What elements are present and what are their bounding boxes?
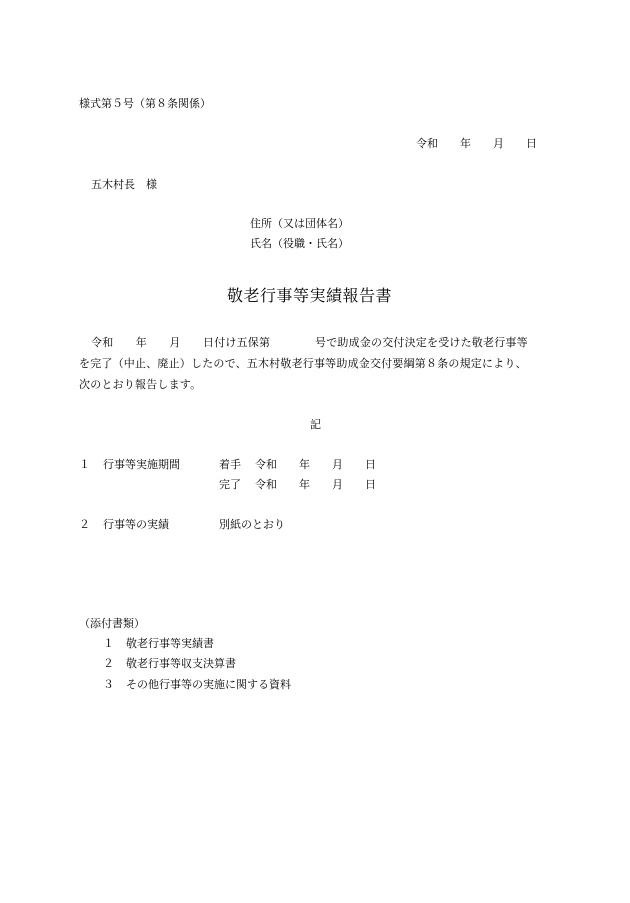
attachment-text: その他行事等の実施に関する資料 [126, 678, 291, 691]
addressee: 五木村長 様 [91, 178, 157, 191]
document-title: 敬老行事等実績報告書 [227, 286, 393, 305]
item-1-end-label: 完了 [219, 478, 241, 491]
body-line-1: 令和 年 月 日付け五保第 号で助成金の交付決定を受けた敬老行事等 [91, 336, 528, 349]
attachment-number: ３ [103, 678, 114, 691]
item-2-number: ２ [79, 518, 90, 531]
ki-heading: 記 [310, 418, 321, 431]
attachment-text: 敬老行事等収支決算書 [126, 657, 236, 670]
date-line: 令和 年 月 日 [416, 137, 537, 150]
item-1-end-date: 令和 年 月 日 [255, 478, 376, 491]
item-1-label: 行事等実施期間 [103, 458, 180, 471]
applicant-name-label: 氏名（役職・氏名） [250, 237, 349, 250]
attachments-heading: （添付書類） [79, 617, 145, 630]
body-line-2: を完了（中止、廃止）したので、五木村敬老行事等助成金交付要綱第８条の規定により、 [79, 357, 527, 370]
item-1-start-label: 着手 [219, 458, 241, 471]
form-number: 様式第５号（第８条関係） [79, 97, 211, 110]
body-line-3: 次のとおり報告します。 [79, 378, 202, 391]
attachment-text: 敬老行事等実績書 [126, 637, 214, 650]
item-2-value: 別紙のとおり [219, 518, 285, 531]
attachment-number: ２ [103, 657, 114, 670]
applicant-address-label: 住所（又は団体名） [250, 217, 349, 230]
attachment-number: １ [103, 637, 114, 650]
item-1-number: １ [79, 458, 90, 471]
item-2-label: 行事等の実績 [103, 518, 169, 531]
item-1-start-date: 令和 年 月 日 [255, 458, 376, 471]
